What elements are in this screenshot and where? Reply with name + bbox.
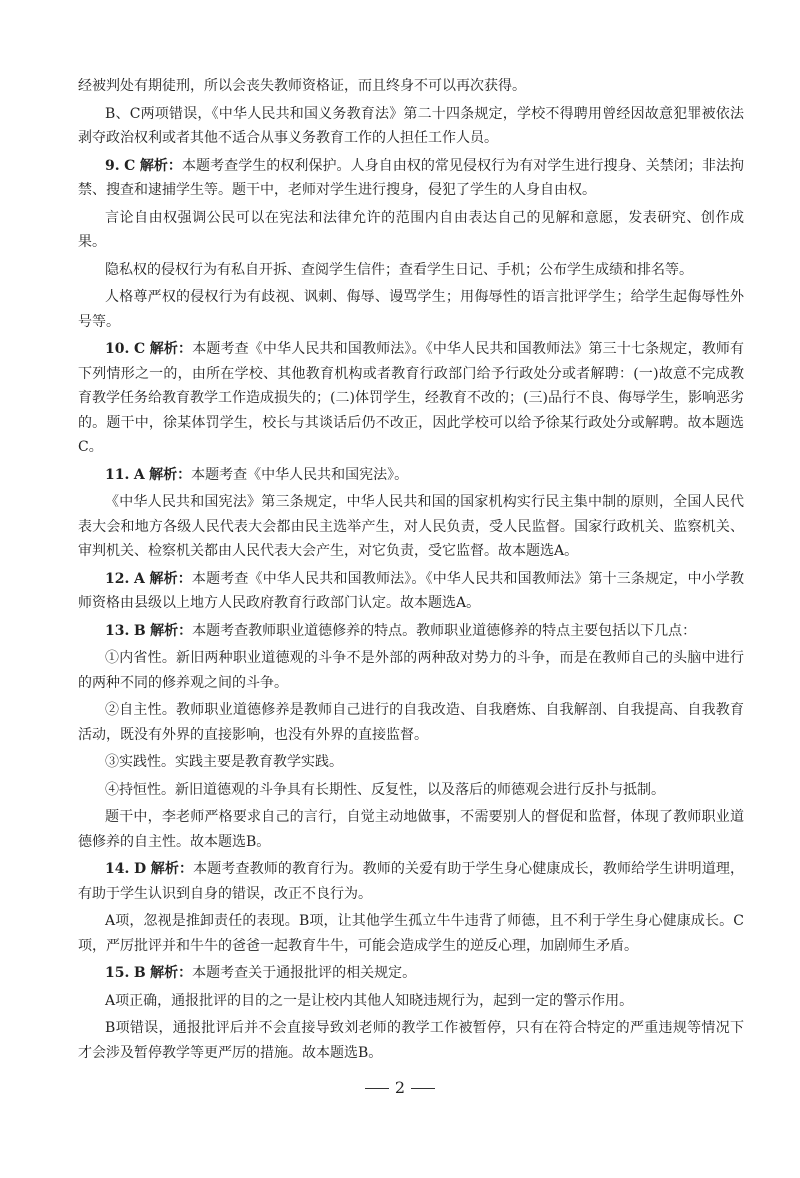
answer-explanations: [78, 74, 744, 1068]
analysis-label: 解析：: [139, 157, 182, 174]
question-number: 12.: [105, 570, 130, 587]
paragraph: B项错误，通报批评后并不会直接导致刘老师的教学工作被暂停，只有在符合特定的严重违规等情况下才会涉及暂停教学等更严厉的措施。故本题选B。: [78, 1020, 744, 1061]
explanation-text: 本题考查关于通报批评的相关规定。: [192, 965, 417, 981]
paragraph: 言论自由权强调公民可以在宪法和法律允许的范围内自由表达自己的见解和意愿，发表研究、创作成果。: [78, 209, 744, 250]
explanation-text: 本题考查学生的权利保护。人身自由权的常见侵权行为有对学生进行搜身、关禁闭；非法拘禁、搜查和逮捕学生等。题干中，老师对学生进行搜身，侵犯了学生的人身自由权。: [78, 157, 745, 198]
paragraph: ②自主性。教师职业道德修养是教师自己进行的自我改造、自我磨炼、自我解剖、自我提高、自我教育活动，既没有外界的直接影响，也没有外界的直接监督。: [78, 702, 744, 743]
question-9-explanation: [78, 154, 744, 203]
explanation-text: 本题考查《中华人民共和国教师法》。《中华人民共和国教师法》第三十七条规定，教师有下列情形之一的，由所在学校、其他教育机构或者教育行政部门给予行政处分或者解聘：(一)故意不完成教育教学任务给教育教学工作造成损失的；(二)体罚学生，经教育不改的；(三)品行不良、侮辱学生，影响恶劣的。题干中，徐某体罚学生，校长与其谈话后仍不改正，因此学校可以给予徐某行政处分或解聘。故本题选C。: [78, 341, 745, 455]
question-number: 13.: [105, 622, 130, 639]
answer-letter: A: [133, 570, 145, 587]
explanation-text: 本题考查《中华人民共和国宪法》。: [191, 466, 409, 483]
paragraph: ④持恒性。新旧道德观的斗争具有长期性、反复性，以及落后的师德观会进行反扑与抵制。: [105, 781, 665, 798]
paragraph: 人格尊严权的侵权行为有歧视、讽刺、侮辱、谩骂学生；用侮辱性的语言批评学生；给学生起侮辱性外号等。: [78, 289, 744, 330]
paragraph: B、C两项错误，《中华人民共和国义务教育法》第二十四条规定，学校不得聘用曾经因故意犯罪被依法剥夺政治权利或者其他不适合从事义务教育工作的人担任工作人员。: [78, 105, 744, 146]
page-number: 2: [394, 1078, 406, 1097]
paragraph: 《中华人民共和国宪法》第三条规定，中华人民共和国的国家机构实行民主集中制的原则，全国人民代表大会和地方各级人民代表大会都由民主选举产生，对人民负责，受人民监督。国家行政机关、监察机关、审判机关、检察机关都由人民代表大会产生，对它负责，受它监督。故本题选A。: [78, 494, 744, 559]
explanation-text: 本题考查《中华人民共和国教师法》。《中华人民共和国教师法》第十三条规定，中小学教师资格由县级以上地方人民政府教育行政部门认定。故本题选A。: [78, 570, 744, 611]
paragraph: ①内省性。新旧两种职业道德观的斗争不是外部的两种敌对势力的斗争，而是在教师自己的头脑中进行的两种不同的修养观之间的斗争。: [78, 650, 744, 691]
answer-letter: B: [133, 965, 146, 981]
analysis-label: 解析：: [149, 570, 192, 587]
page-footer: [0, 1078, 800, 1097]
analysis-label: 解析：: [150, 861, 194, 877]
answer-letter: D: [133, 861, 147, 877]
question-number: 11.: [105, 466, 130, 483]
question-13-explanation: [78, 619, 744, 644]
question-number: 14.: [105, 861, 130, 877]
explanation-text: 本题考查教师的教育行为。教师的关爱有助于学生身心健康成长，教师给学生讲明道理，有助于学生认识到自身的错误，改正不良行为。: [78, 861, 745, 902]
footer-dash-left: [365, 1088, 389, 1089]
question-11-explanation: [78, 463, 744, 488]
question-14-explanation: [78, 857, 744, 906]
analysis-label: 解析：: [150, 965, 193, 981]
answer-letter: C: [133, 341, 146, 357]
question-number: 10.: [105, 341, 130, 357]
analysis-label: 解析：: [149, 466, 192, 483]
question-number: 9.: [105, 157, 120, 174]
paragraph: ③实践性。实践主要是教育教学实践。: [105, 754, 343, 770]
question-number: 15.: [105, 965, 130, 981]
question-15-explanation: [78, 961, 744, 986]
answer-letter: A: [133, 466, 145, 483]
question-10-explanation: [78, 337, 744, 460]
footer-dash-right: [411, 1088, 435, 1089]
paragraph: A项，忽视是推卸责任的表现。B项，让其他学生孤立牛牛违背了师德，且不利于学生身心健康成长。C项，严厉批评并和牛牛的爸爸一起教育牛牛，可能会造成学生的逆反心理，加剧师生矛盾。: [78, 913, 744, 954]
answer-letter: B: [133, 622, 146, 639]
question-12-explanation: [78, 567, 744, 616]
explanation-text: 本题考查教师职业道德修养的特点。教师职业道德修养的特点主要包括以下几点：: [192, 622, 697, 639]
analysis-label: 解析：: [149, 341, 193, 357]
paragraph: 题干中，李老师严格要求自己的言行，自觉主动地做事，不需要别人的督促和监督，体现了教师职业道德修养的自主性。故本题选B。: [78, 809, 744, 850]
paragraph: 隐私权的侵权行为有私自开拆、查阅学生信件；查看学生日记、手机；公布学生成绩和排名等。: [105, 261, 693, 278]
paragraph: 经被判处有期徒刑，所以会丧失教师资格证，而且终身不可以再次获得。: [78, 78, 526, 94]
paragraph: A项正确，通报批评的目的之一是让校内其他人知晓违规行为，起到一定的警示作用。: [105, 992, 634, 1009]
answer-letter: C: [124, 157, 136, 174]
analysis-label: 解析：: [150, 622, 193, 639]
